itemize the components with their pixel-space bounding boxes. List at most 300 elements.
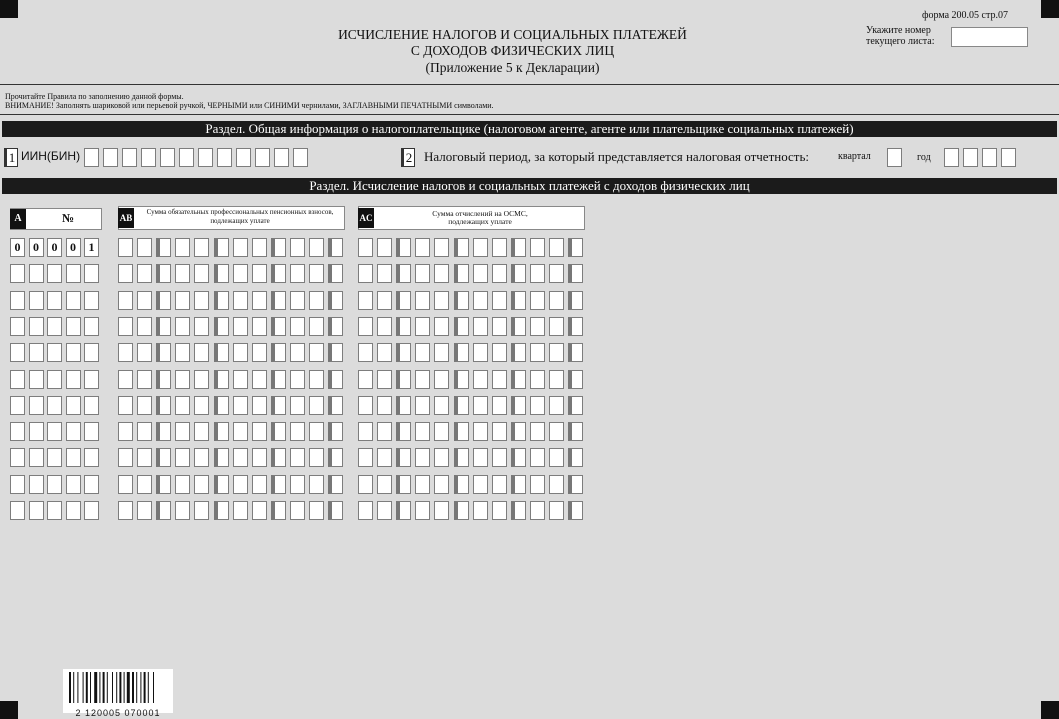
osms-contribution-cell[interactable] — [473, 238, 488, 257]
pension-contribution-cell[interactable] — [252, 264, 267, 283]
osms-contribution-cell[interactable] — [568, 343, 583, 362]
osms-contribution-cell[interactable] — [454, 264, 469, 283]
osms-contribution-cell[interactable] — [549, 448, 564, 467]
pension-contribution-cell[interactable] — [328, 501, 343, 520]
pension-contribution-cell[interactable] — [214, 238, 229, 257]
pension-contribution-cell[interactable] — [328, 475, 343, 494]
osms-contribution-cell[interactable] — [415, 343, 430, 362]
row-number-cell[interactable] — [66, 264, 81, 283]
row-number-cell[interactable] — [10, 448, 25, 467]
osms-contribution-cell[interactable] — [530, 475, 545, 494]
osms-contribution-cell[interactable] — [415, 501, 430, 520]
row-number-cell[interactable] — [84, 501, 99, 520]
pension-contribution-cell[interactable] — [118, 422, 133, 441]
pension-contribution-cell[interactable] — [252, 238, 267, 257]
row-number-cell[interactable] — [66, 501, 81, 520]
osms-contribution-cell[interactable] — [492, 370, 507, 389]
osms-contribution-cell[interactable] — [396, 291, 411, 310]
osms-contribution-cell[interactable] — [377, 448, 392, 467]
row-number-cell[interactable] — [84, 317, 99, 336]
osms-contribution-cell[interactable] — [473, 448, 488, 467]
osms-contribution-cell[interactable] — [377, 370, 392, 389]
osms-contribution-cell[interactable] — [568, 370, 583, 389]
osms-contribution-cell[interactable] — [568, 317, 583, 336]
row-number-cell[interactable] — [10, 291, 25, 310]
osms-contribution-cell[interactable] — [358, 264, 373, 283]
pension-contribution-cell[interactable] — [271, 317, 286, 336]
osms-contribution-cell[interactable] — [473, 501, 488, 520]
row-number-cell[interactable] — [29, 448, 44, 467]
osms-contribution-cell[interactable] — [492, 343, 507, 362]
row-number-cell[interactable] — [47, 370, 62, 389]
iin-digit-cell[interactable] — [84, 148, 99, 167]
osms-contribution-cell[interactable] — [511, 343, 526, 362]
osms-contribution-cell[interactable] — [434, 475, 449, 494]
row-number-cell[interactable]: 0 — [10, 238, 25, 257]
pension-contribution-cell[interactable] — [233, 501, 248, 520]
osms-contribution-cell[interactable] — [568, 448, 583, 467]
osms-contribution-cell[interactable] — [492, 317, 507, 336]
iin-digit-cell[interactable] — [141, 148, 156, 167]
pension-contribution-cell[interactable] — [175, 291, 190, 310]
osms-contribution-cell[interactable] — [530, 317, 545, 336]
pension-contribution-cell[interactable] — [194, 396, 209, 415]
year-digit-cell[interactable] — [982, 148, 997, 167]
pension-contribution-cell[interactable] — [175, 370, 190, 389]
pension-contribution-cell[interactable] — [271, 448, 286, 467]
pension-contribution-cell[interactable] — [194, 317, 209, 336]
iin-digit-cell[interactable] — [293, 148, 308, 167]
osms-contribution-cell[interactable] — [530, 370, 545, 389]
row-number-cell[interactable] — [66, 396, 81, 415]
pension-contribution-cell[interactable] — [214, 370, 229, 389]
row-number-cell[interactable] — [66, 475, 81, 494]
pension-contribution-cell[interactable] — [118, 370, 133, 389]
pension-contribution-cell[interactable] — [175, 422, 190, 441]
pension-contribution-cell[interactable] — [252, 317, 267, 336]
row-number-cell[interactable] — [10, 396, 25, 415]
pension-contribution-cell[interactable] — [137, 501, 152, 520]
osms-contribution-cell[interactable] — [549, 343, 564, 362]
osms-contribution-cell[interactable] — [492, 448, 507, 467]
pension-contribution-cell[interactable] — [328, 396, 343, 415]
pension-contribution-cell[interactable] — [233, 317, 248, 336]
osms-contribution-cell[interactable] — [530, 422, 545, 441]
osms-contribution-cell[interactable] — [473, 264, 488, 283]
osms-contribution-cell[interactable] — [492, 264, 507, 283]
pension-contribution-cell[interactable] — [137, 238, 152, 257]
iin-digit-cell[interactable] — [179, 148, 194, 167]
pension-contribution-cell[interactable] — [271, 501, 286, 520]
osms-contribution-cell[interactable] — [568, 396, 583, 415]
pension-contribution-cell[interactable] — [214, 343, 229, 362]
iin-digit-cell[interactable] — [274, 148, 289, 167]
osms-contribution-cell[interactable] — [492, 501, 507, 520]
pension-contribution-cell[interactable] — [309, 370, 324, 389]
osms-contribution-cell[interactable] — [492, 422, 507, 441]
pension-contribution-cell[interactable] — [290, 448, 305, 467]
iin-digit-cell[interactable] — [160, 148, 175, 167]
pension-contribution-cell[interactable] — [328, 422, 343, 441]
row-number-cell[interactable] — [47, 396, 62, 415]
osms-contribution-cell[interactable] — [396, 475, 411, 494]
pension-contribution-cell[interactable] — [175, 317, 190, 336]
pension-contribution-cell[interactable] — [156, 475, 171, 494]
iin-digit-cell[interactable] — [217, 148, 232, 167]
pension-contribution-cell[interactable] — [309, 396, 324, 415]
pension-contribution-cell[interactable] — [252, 343, 267, 362]
row-number-cell[interactable] — [84, 370, 99, 389]
pension-contribution-cell[interactable] — [118, 448, 133, 467]
pension-contribution-cell[interactable] — [214, 396, 229, 415]
osms-contribution-cell[interactable] — [396, 501, 411, 520]
pension-contribution-cell[interactable] — [175, 501, 190, 520]
pension-contribution-cell[interactable] — [328, 370, 343, 389]
iin-digit-cell[interactable] — [103, 148, 118, 167]
row-number-cell[interactable] — [84, 291, 99, 310]
pension-contribution-cell[interactable] — [156, 370, 171, 389]
osms-contribution-cell[interactable] — [454, 448, 469, 467]
osms-contribution-cell[interactable] — [549, 317, 564, 336]
osms-contribution-cell[interactable] — [454, 475, 469, 494]
osms-contribution-cell[interactable] — [415, 370, 430, 389]
row-number-cell[interactable] — [66, 317, 81, 336]
pension-contribution-cell[interactable] — [137, 291, 152, 310]
osms-contribution-cell[interactable] — [473, 370, 488, 389]
pension-contribution-cell[interactable] — [309, 291, 324, 310]
osms-contribution-cell[interactable] — [530, 264, 545, 283]
osms-contribution-cell[interactable] — [396, 396, 411, 415]
pension-contribution-cell[interactable] — [214, 501, 229, 520]
row-number-cell[interactable] — [84, 343, 99, 362]
osms-contribution-cell[interactable] — [549, 396, 564, 415]
row-number-cell[interactable] — [47, 501, 62, 520]
iin-digit-cell[interactable] — [198, 148, 213, 167]
pension-contribution-cell[interactable] — [290, 264, 305, 283]
osms-contribution-cell[interactable] — [415, 264, 430, 283]
pension-contribution-cell[interactable] — [175, 396, 190, 415]
row-number-cell[interactable]: 1 — [84, 238, 99, 257]
row-number-cell[interactable] — [47, 317, 62, 336]
year-digit-cell[interactable] — [963, 148, 978, 167]
pension-contribution-cell[interactable] — [233, 422, 248, 441]
osms-contribution-cell[interactable] — [377, 317, 392, 336]
pension-contribution-cell[interactable] — [290, 396, 305, 415]
pension-contribution-cell[interactable] — [137, 370, 152, 389]
osms-contribution-cell[interactable] — [454, 370, 469, 389]
row-number-cell[interactable] — [47, 448, 62, 467]
row-number-cell[interactable] — [66, 291, 81, 310]
row-number-cell[interactable] — [10, 475, 25, 494]
pension-contribution-cell[interactable] — [328, 238, 343, 257]
pension-contribution-cell[interactable] — [194, 291, 209, 310]
osms-contribution-cell[interactable] — [434, 343, 449, 362]
pension-contribution-cell[interactable] — [309, 343, 324, 362]
osms-contribution-cell[interactable] — [396, 238, 411, 257]
pension-contribution-cell[interactable] — [137, 475, 152, 494]
row-number-cell[interactable] — [47, 475, 62, 494]
osms-contribution-cell[interactable] — [358, 291, 373, 310]
osms-contribution-cell[interactable] — [511, 317, 526, 336]
pension-contribution-cell[interactable] — [290, 422, 305, 441]
osms-contribution-cell[interactable] — [549, 501, 564, 520]
pension-contribution-cell[interactable] — [309, 317, 324, 336]
pension-contribution-cell[interactable] — [118, 343, 133, 362]
pension-contribution-cell[interactable] — [194, 422, 209, 441]
row-number-cell[interactable] — [84, 264, 99, 283]
iin-digit-cell[interactable] — [122, 148, 137, 167]
osms-contribution-cell[interactable] — [358, 422, 373, 441]
osms-contribution-cell[interactable] — [358, 317, 373, 336]
osms-contribution-cell[interactable] — [511, 291, 526, 310]
osms-contribution-cell[interactable] — [434, 396, 449, 415]
osms-contribution-cell[interactable] — [415, 475, 430, 494]
pension-contribution-cell[interactable] — [233, 343, 248, 362]
row-number-cell[interactable] — [84, 422, 99, 441]
pension-contribution-cell[interactable] — [328, 291, 343, 310]
osms-contribution-cell[interactable] — [377, 264, 392, 283]
pension-contribution-cell[interactable] — [271, 238, 286, 257]
osms-contribution-cell[interactable] — [473, 291, 488, 310]
osms-contribution-cell[interactable] — [511, 264, 526, 283]
pension-contribution-cell[interactable] — [290, 238, 305, 257]
osms-contribution-cell[interactable] — [473, 343, 488, 362]
pension-contribution-cell[interactable] — [118, 475, 133, 494]
osms-contribution-cell[interactable] — [511, 501, 526, 520]
osms-contribution-cell[interactable] — [511, 475, 526, 494]
pension-contribution-cell[interactable] — [328, 317, 343, 336]
pension-contribution-cell[interactable] — [252, 396, 267, 415]
pension-contribution-cell[interactable] — [252, 291, 267, 310]
osms-contribution-cell[interactable] — [473, 422, 488, 441]
osms-contribution-cell[interactable] — [549, 238, 564, 257]
row-number-cell[interactable] — [29, 475, 44, 494]
pension-contribution-cell[interactable] — [290, 317, 305, 336]
osms-contribution-cell[interactable] — [530, 501, 545, 520]
pension-contribution-cell[interactable] — [309, 475, 324, 494]
pension-contribution-cell[interactable] — [194, 343, 209, 362]
pension-contribution-cell[interactable] — [156, 396, 171, 415]
osms-contribution-cell[interactable] — [377, 396, 392, 415]
osms-contribution-cell[interactable] — [530, 291, 545, 310]
pension-contribution-cell[interactable] — [118, 317, 133, 336]
osms-contribution-cell[interactable] — [454, 422, 469, 441]
osms-contribution-cell[interactable] — [530, 343, 545, 362]
pension-contribution-cell[interactable] — [328, 448, 343, 467]
osms-contribution-cell[interactable] — [434, 422, 449, 441]
pension-contribution-cell[interactable] — [156, 291, 171, 310]
pension-contribution-cell[interactable] — [271, 370, 286, 389]
pension-contribution-cell[interactable] — [233, 448, 248, 467]
row-number-cell[interactable] — [29, 317, 44, 336]
iin-digit-cell[interactable] — [236, 148, 251, 167]
osms-contribution-cell[interactable] — [396, 264, 411, 283]
osms-contribution-cell[interactable] — [511, 238, 526, 257]
pension-contribution-cell[interactable] — [137, 343, 152, 362]
row-number-cell[interactable] — [29, 264, 44, 283]
osms-contribution-cell[interactable] — [454, 291, 469, 310]
pension-contribution-cell[interactable] — [214, 448, 229, 467]
pension-contribution-cell[interactable] — [137, 264, 152, 283]
osms-contribution-cell[interactable] — [530, 396, 545, 415]
row-number-cell[interactable] — [10, 501, 25, 520]
osms-contribution-cell[interactable] — [549, 264, 564, 283]
osms-contribution-cell[interactable] — [568, 501, 583, 520]
pension-contribution-cell[interactable] — [271, 264, 286, 283]
pension-contribution-cell[interactable] — [156, 264, 171, 283]
osms-contribution-cell[interactable] — [434, 448, 449, 467]
pension-contribution-cell[interactable] — [309, 448, 324, 467]
osms-contribution-cell[interactable] — [358, 238, 373, 257]
pension-contribution-cell[interactable] — [290, 475, 305, 494]
osms-contribution-cell[interactable] — [454, 238, 469, 257]
osms-contribution-cell[interactable] — [396, 343, 411, 362]
osms-contribution-cell[interactable] — [473, 396, 488, 415]
pension-contribution-cell[interactable] — [194, 370, 209, 389]
osms-contribution-cell[interactable] — [377, 475, 392, 494]
osms-contribution-cell[interactable] — [358, 343, 373, 362]
osms-contribution-cell[interactable] — [377, 501, 392, 520]
osms-contribution-cell[interactable] — [511, 396, 526, 415]
row-number-cell[interactable]: 0 — [66, 238, 81, 257]
pension-contribution-cell[interactable] — [271, 475, 286, 494]
osms-contribution-cell[interactable] — [473, 475, 488, 494]
osms-contribution-cell[interactable] — [358, 475, 373, 494]
row-number-cell[interactable]: 0 — [29, 238, 44, 257]
osms-contribution-cell[interactable] — [568, 291, 583, 310]
pension-contribution-cell[interactable] — [214, 422, 229, 441]
row-number-cell[interactable] — [29, 370, 44, 389]
row-number-cell[interactable] — [84, 396, 99, 415]
osms-contribution-cell[interactable] — [473, 317, 488, 336]
pension-contribution-cell[interactable] — [118, 238, 133, 257]
osms-contribution-cell[interactable] — [415, 238, 430, 257]
osms-contribution-cell[interactable] — [377, 422, 392, 441]
pension-contribution-cell[interactable] — [309, 501, 324, 520]
osms-contribution-cell[interactable] — [377, 238, 392, 257]
pension-contribution-cell[interactable] — [271, 291, 286, 310]
osms-contribution-cell[interactable] — [511, 448, 526, 467]
pension-contribution-cell[interactable] — [118, 291, 133, 310]
osms-contribution-cell[interactable] — [396, 317, 411, 336]
pension-contribution-cell[interactable] — [156, 317, 171, 336]
pension-contribution-cell[interactable] — [194, 238, 209, 257]
pension-contribution-cell[interactable] — [233, 475, 248, 494]
osms-contribution-cell[interactable] — [377, 291, 392, 310]
row-number-cell[interactable] — [66, 422, 81, 441]
osms-contribution-cell[interactable] — [377, 343, 392, 362]
pension-contribution-cell[interactable] — [175, 264, 190, 283]
osms-contribution-cell[interactable] — [530, 238, 545, 257]
osms-contribution-cell[interactable] — [358, 396, 373, 415]
osms-contribution-cell[interactable] — [396, 448, 411, 467]
row-number-cell[interactable] — [47, 291, 62, 310]
osms-contribution-cell[interactable] — [434, 501, 449, 520]
osms-contribution-cell[interactable] — [454, 343, 469, 362]
year-digit-cell[interactable] — [1001, 148, 1016, 167]
pension-contribution-cell[interactable] — [252, 501, 267, 520]
osms-contribution-cell[interactable] — [454, 317, 469, 336]
pension-contribution-cell[interactable] — [252, 370, 267, 389]
row-number-cell[interactable] — [29, 501, 44, 520]
row-number-cell[interactable] — [84, 475, 99, 494]
row-number-cell[interactable] — [47, 343, 62, 362]
osms-contribution-cell[interactable] — [434, 291, 449, 310]
osms-contribution-cell[interactable] — [492, 396, 507, 415]
pension-contribution-cell[interactable] — [175, 448, 190, 467]
pension-contribution-cell[interactable] — [156, 343, 171, 362]
pension-contribution-cell[interactable] — [271, 396, 286, 415]
pension-contribution-cell[interactable] — [290, 501, 305, 520]
pension-contribution-cell[interactable] — [309, 238, 324, 257]
row-number-cell[interactable] — [29, 422, 44, 441]
pension-contribution-cell[interactable] — [233, 370, 248, 389]
osms-contribution-cell[interactable] — [415, 291, 430, 310]
pension-contribution-cell[interactable] — [233, 396, 248, 415]
osms-contribution-cell[interactable] — [454, 396, 469, 415]
row-number-cell[interactable] — [10, 422, 25, 441]
row-number-cell[interactable]: 0 — [47, 238, 62, 257]
row-number-cell[interactable] — [66, 448, 81, 467]
row-number-cell[interactable] — [29, 396, 44, 415]
pension-contribution-cell[interactable] — [194, 448, 209, 467]
osms-contribution-cell[interactable] — [415, 448, 430, 467]
pension-contribution-cell[interactable] — [252, 448, 267, 467]
osms-contribution-cell[interactable] — [492, 291, 507, 310]
pension-contribution-cell[interactable] — [233, 291, 248, 310]
row-number-cell[interactable] — [84, 448, 99, 467]
osms-contribution-cell[interactable] — [568, 475, 583, 494]
osms-contribution-cell[interactable] — [434, 238, 449, 257]
pension-contribution-cell[interactable] — [290, 370, 305, 389]
osms-contribution-cell[interactable] — [549, 370, 564, 389]
row-number-cell[interactable] — [10, 317, 25, 336]
sheet-number-input[interactable] — [951, 27, 1028, 47]
osms-contribution-cell[interactable] — [358, 370, 373, 389]
pension-contribution-cell[interactable] — [137, 317, 152, 336]
osms-contribution-cell[interactable] — [415, 396, 430, 415]
osms-contribution-cell[interactable] — [492, 475, 507, 494]
row-number-cell[interactable] — [66, 343, 81, 362]
osms-contribution-cell[interactable] — [434, 370, 449, 389]
osms-contribution-cell[interactable] — [549, 475, 564, 494]
row-number-cell[interactable] — [47, 264, 62, 283]
osms-contribution-cell[interactable] — [568, 422, 583, 441]
pension-contribution-cell[interactable] — [328, 343, 343, 362]
osms-contribution-cell[interactable] — [511, 370, 526, 389]
pension-contribution-cell[interactable] — [156, 448, 171, 467]
row-number-cell[interactable] — [29, 291, 44, 310]
pension-contribution-cell[interactable] — [118, 396, 133, 415]
osms-contribution-cell[interactable] — [396, 422, 411, 441]
pension-contribution-cell[interactable] — [214, 317, 229, 336]
pension-contribution-cell[interactable] — [271, 422, 286, 441]
osms-contribution-cell[interactable] — [492, 238, 507, 257]
pension-contribution-cell[interactable] — [118, 264, 133, 283]
pension-contribution-cell[interactable] — [252, 475, 267, 494]
osms-contribution-cell[interactable] — [454, 501, 469, 520]
osms-contribution-cell[interactable] — [434, 317, 449, 336]
osms-contribution-cell[interactable] — [549, 422, 564, 441]
osms-contribution-cell[interactable] — [415, 317, 430, 336]
osms-contribution-cell[interactable] — [358, 501, 373, 520]
osms-contribution-cell[interactable] — [396, 370, 411, 389]
pension-contribution-cell[interactable] — [137, 396, 152, 415]
pension-contribution-cell[interactable] — [271, 343, 286, 362]
pension-contribution-cell[interactable] — [290, 291, 305, 310]
osms-contribution-cell[interactable] — [568, 264, 583, 283]
pension-contribution-cell[interactable] — [194, 501, 209, 520]
